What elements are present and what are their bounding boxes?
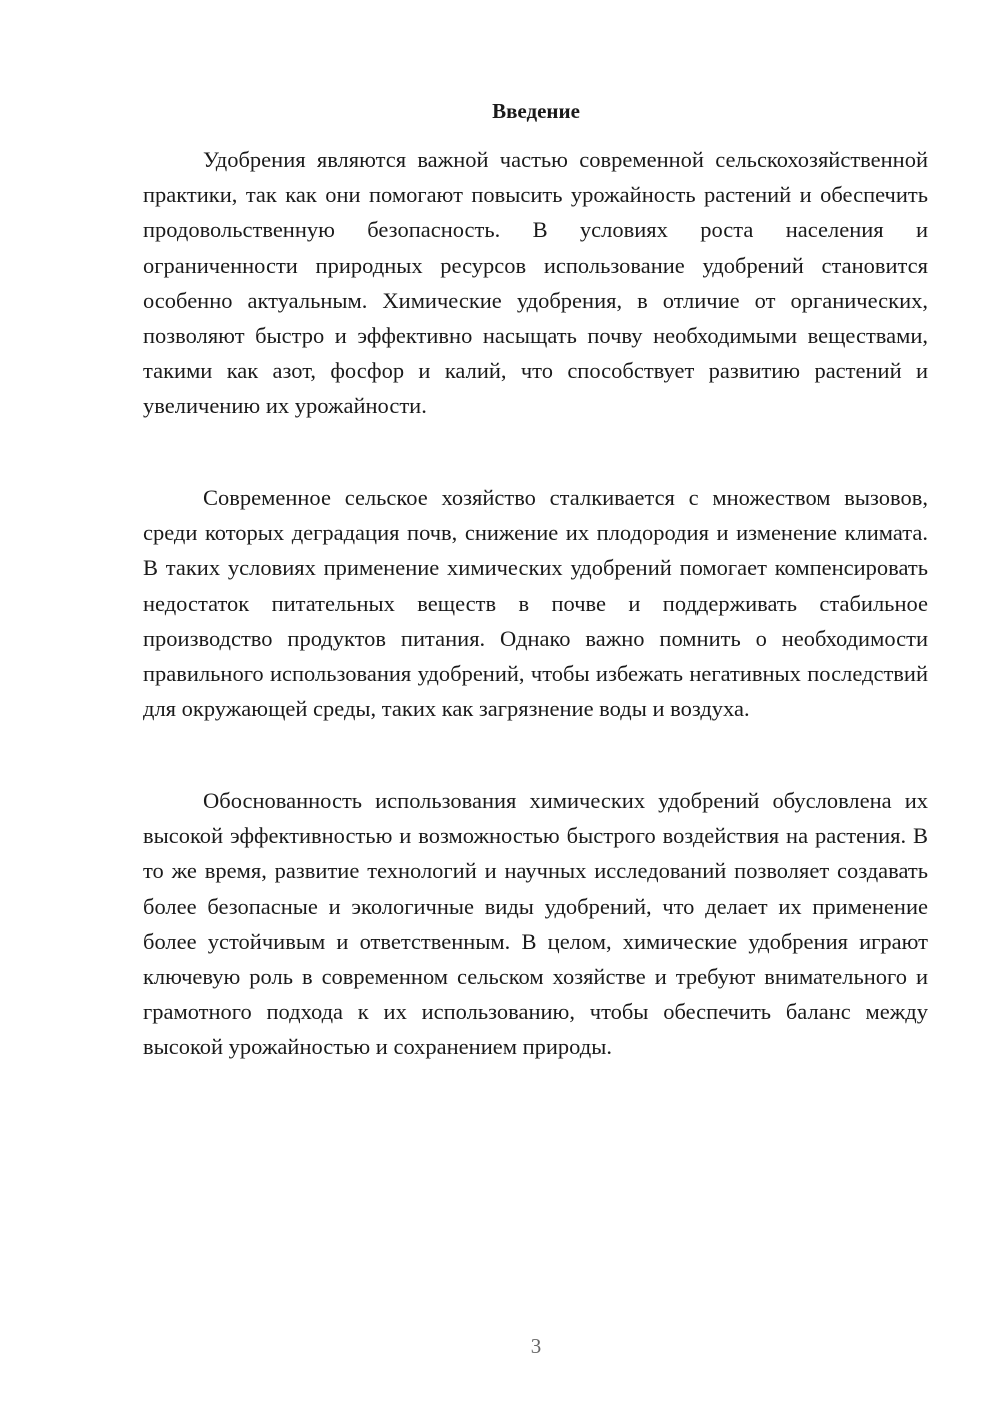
page-number: 3 <box>530 1334 542 1358</box>
section-title: Введение <box>492 99 580 123</box>
paragraph-2: Современное сельское хозяйство сталкивается с множеством вызовов, среди которых деградация почв, снижение их плодородия и изменение климата. В таких условиях применение химических удобрений помогает компенсировать недостаток питательных веществ в почве и поддерживать стабильное производство продуктов питания. Однако важно помнить о необходимости правильного использования удобрений, чтобы избежать негативных последствий для окружающей среды, таких как загрязнение воды и воздуха. <box>143 485 928 722</box>
paragraph-3: Обоснованность использования химических удобрений обусловлена их высокой эффективностью и возможностью быстрого воздействия на растения. В то же время, развитие технологий и научных исследований позволяет создавать более безопасные и экологичные виды удобрений, что делает их применение более устойчивым и ответственным. В целом, химические удобрения играют ключевую роль в современном сельском хозяйстве и требуют внимательного и грамотного подхода к их использованию, чтобы обеспечить баланс между высокой урожайностью и сохранением природы. <box>143 788 928 1060</box>
paragraph-1: Удобрения являются важной частью современной сельскохозяйственной практики, так как они помогают повысить урожайность растений и обеспечить продовольственную безопасность. В условиях роста населения и ограниченности природных ресурсов использование удобрений становится особенно актуальным. Химические удобрения, в отличие от органических, позволяют быстро и эффективно насыщать почву необходимыми веществами, такими как азот, фосфор и калий, что способствует развитию растений и увеличению их урожайности. <box>143 147 928 419</box>
